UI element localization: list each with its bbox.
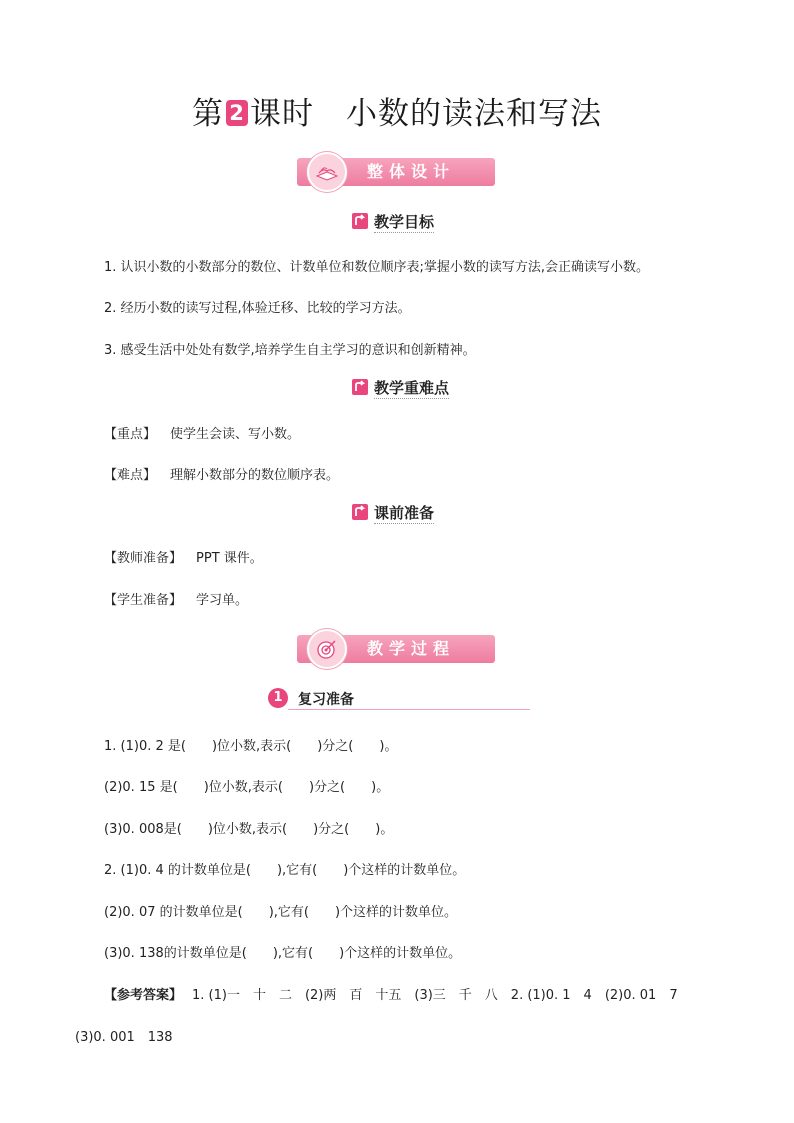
- focus-text: 使学生会读、写小数。: [170, 427, 301, 442]
- goal-item-1: 1. 认识小数的小数部分的数位、计数单位和数位顺序表;掌握小数的读写方法,会正确读写小数。: [104, 260, 650, 275]
- title-suffix: 课时: [250, 96, 314, 132]
- target-icon: [307, 629, 347, 669]
- review-question-5: (2)0. 07 的计数单位是( ),它有( )个这样的计数单位。: [104, 905, 458, 920]
- difficulty-text: 理解小数部分的数位顺序表。: [170, 468, 340, 483]
- section-preparation: [352, 502, 434, 523]
- review-question-4: 2. (1)0. 4 的计数单位是( ),它有( )个这样的计数单位。: [104, 863, 466, 878]
- student-prep-text: 学习单。: [196, 593, 249, 608]
- focus-label: 【重点】: [104, 427, 157, 442]
- book-icon: [307, 152, 347, 192]
- section-preparation-title: 课前准备: [374, 504, 435, 522]
- banner-teaching-process-label: 教学过程: [367, 639, 456, 658]
- answer-line-1: 1. (1)一 十 二 (2)两 百 十五 (3)三 千 八 2. (1)0. 1 4 (2)0. 01 7: [192, 988, 678, 1003]
- answer-row: [104, 984, 678, 1003]
- goal-item-3: 3. 感受生活中处处有数学,培养学生自主学习的意识和创新精神。: [104, 343, 476, 358]
- teacher-prep-label: 【教师准备】: [104, 551, 183, 566]
- difficulty-label: 【难点】: [104, 468, 157, 483]
- banner-overall-design-label: 整体设计: [367, 162, 456, 181]
- title-topic: 小数的读法和写法: [346, 96, 602, 132]
- step-review-header: [268, 688, 530, 710]
- section-arrow-icon: [352, 379, 368, 395]
- teacher-prep-text: PPT 课件。: [196, 551, 263, 566]
- difficulty-row: [104, 464, 339, 483]
- focus-row: [104, 423, 300, 442]
- review-question-2: (2)0. 15 是( )位小数,表示( )分之( )。: [104, 780, 390, 795]
- student-prep-label: 【学生准备】: [104, 593, 183, 608]
- review-question-1: 1. (1)0. 2 是( )位小数,表示( )分之( )。: [104, 739, 398, 754]
- title-prefix: 第: [192, 96, 224, 132]
- banner-overall-design: [297, 158, 495, 186]
- banner-teaching-process: [297, 635, 495, 663]
- section-arrow-icon: [352, 213, 368, 229]
- section-key-difficult-title: 教学重难点: [374, 379, 450, 397]
- step-review-title: 复习准备: [298, 692, 354, 708]
- review-question-3: (3)0. 008是( )位小数,表示( )分之( )。: [104, 822, 394, 837]
- review-question-6: (3)0. 138的计数单位是( ),它有( )个这样的计数单位。: [104, 946, 462, 961]
- answer-label: 【参考答案】: [104, 988, 183, 1003]
- section-teaching-goals: [352, 211, 434, 232]
- lesson-number-badge: 2: [226, 100, 248, 126]
- section-arrow-icon: [352, 504, 368, 520]
- step-number-badge: 1: [268, 688, 288, 708]
- goal-item-2: 2. 经历小数的读写过程,体验迁移、比较的学习方法。: [104, 301, 411, 316]
- page-title: [0, 88, 794, 133]
- section-teaching-goals-title: 教学目标: [374, 213, 435, 231]
- section-key-difficult-points: [352, 377, 449, 398]
- teacher-prep-row: [104, 547, 263, 566]
- answer-line-2: (3)0. 001 138: [75, 1030, 173, 1045]
- student-prep-row: [104, 589, 248, 608]
